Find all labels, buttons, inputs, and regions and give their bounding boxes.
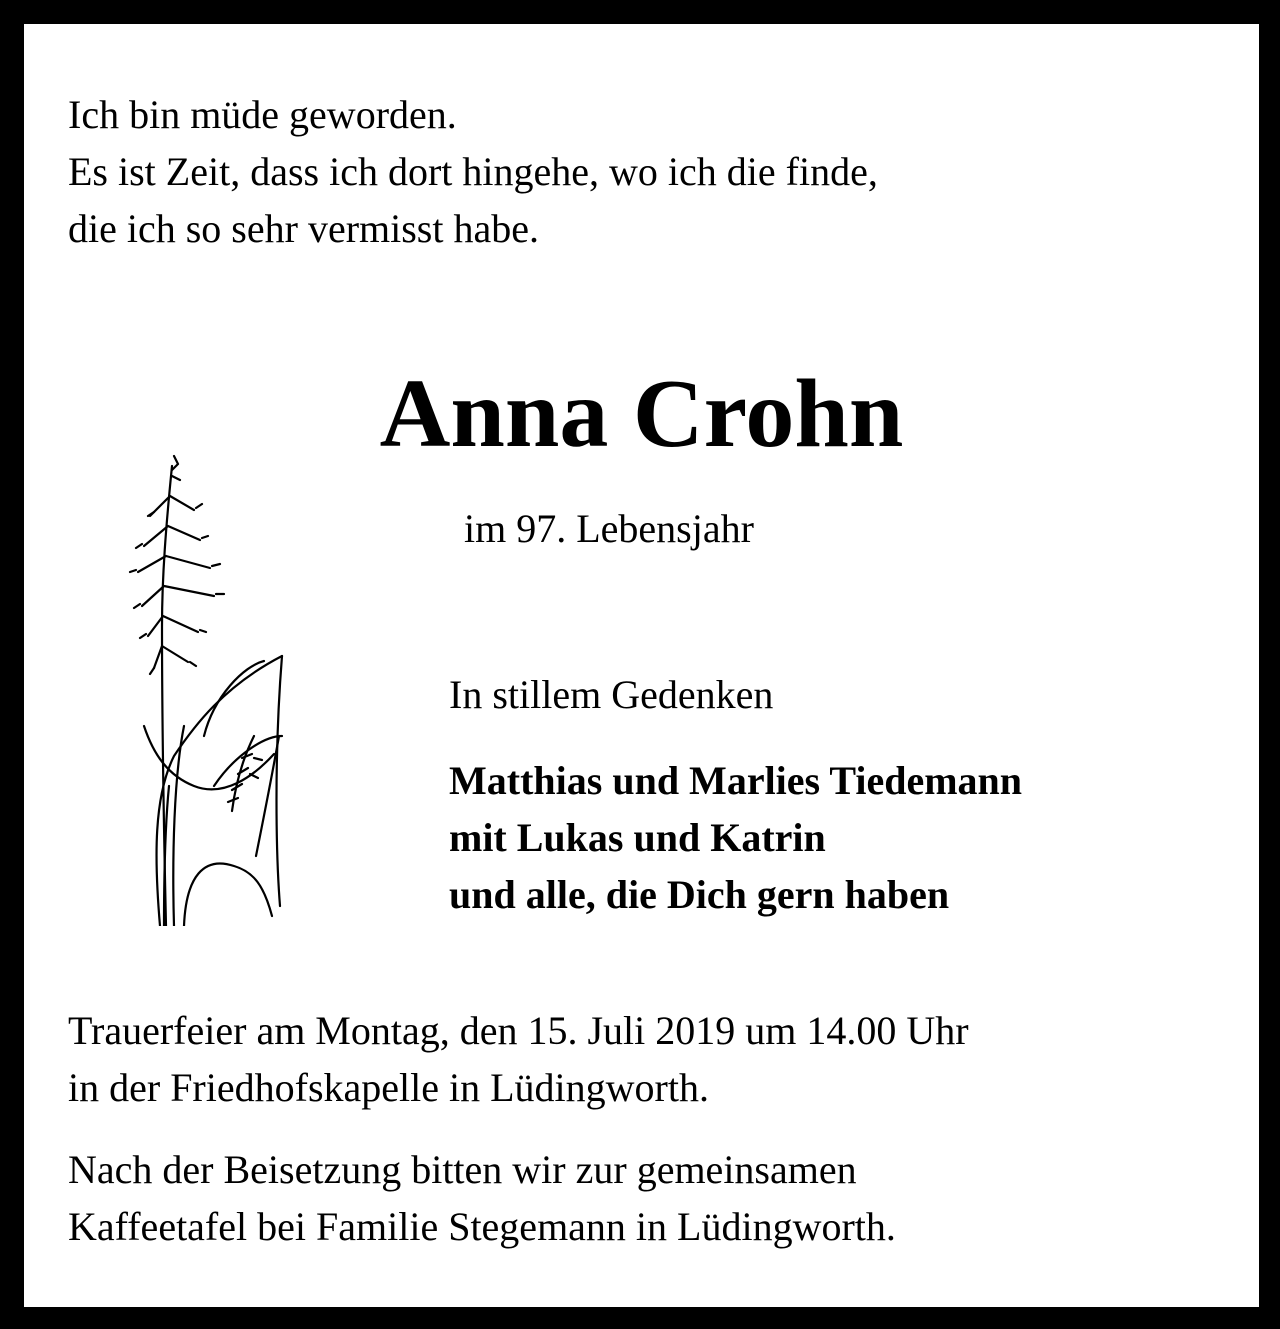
service-line: in der Friedhofskapelle in Lüdingworth. bbox=[68, 1065, 709, 1110]
memorial-intro: In stillem Gedenken bbox=[449, 672, 774, 717]
verse-line: Ich bin müde geworden. bbox=[68, 92, 457, 137]
service-info bbox=[68, 1002, 969, 1116]
reception-info bbox=[68, 1141, 896, 1255]
deceased-name: Anna Crohn bbox=[379, 360, 904, 468]
verse-line: die ich so sehr vermisst habe. bbox=[68, 206, 539, 251]
mourner-line: Matthias und Marlies Tiedemann bbox=[449, 758, 1023, 803]
mourner-line: und alle, die Dich gern haben bbox=[449, 872, 950, 917]
age-note: im 97. Lebensjahr bbox=[464, 506, 754, 551]
verse bbox=[68, 86, 878, 257]
service-line: Trauerfeier am Montag, den 15. Juli 2019 um 14.00 Uhr bbox=[68, 1008, 969, 1053]
verse-line: Es ist Zeit, dass ich dort hingehe, wo ich die finde, bbox=[68, 149, 878, 194]
obituary-card bbox=[24, 24, 1259, 1307]
mourner-line: mit Lukas und Katrin bbox=[449, 815, 826, 860]
reception-line: Nach der Beisetzung bitten wir zur gemeinsamen bbox=[68, 1147, 857, 1192]
reception-line: Kaffeetafel bei Familie Stegemann in Lüdingworth. bbox=[68, 1204, 896, 1249]
mourners bbox=[449, 752, 1022, 923]
grass-icon bbox=[114, 436, 294, 926]
